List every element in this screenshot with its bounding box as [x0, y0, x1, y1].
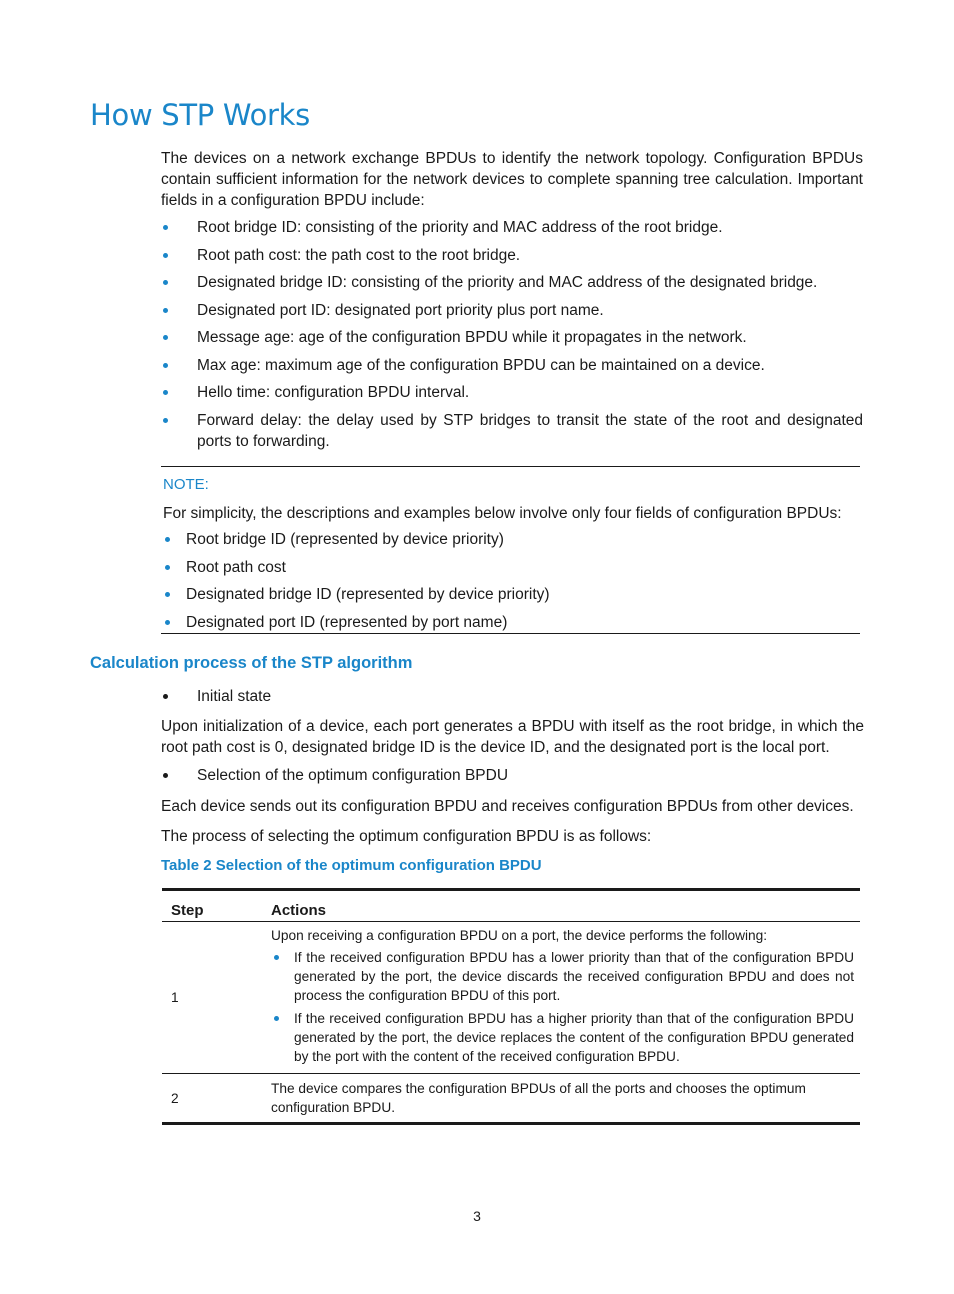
list-item: Root bridge ID: consisting of the priority and MAC address of the root bridge.: [161, 217, 863, 245]
section-bullet: [161, 686, 271, 707]
list-item: Selection of the optimum configuration BPDU: [161, 765, 508, 786]
cell-intro: Upon receiving a configuration BPDU on a port, the device performs the following:: [271, 927, 768, 943]
bpdu-fields-list: [161, 217, 863, 452]
table-caption: Table 2 Selection of the optimum configuration BPDU: [161, 857, 542, 874]
note-box: [161, 466, 860, 634]
bullet-icon: [274, 1016, 279, 1021]
section-heading: Calculation process of the STP algorithm: [90, 654, 413, 672]
page-number: 3: [473, 1208, 481, 1224]
bullet-icon: [163, 280, 168, 285]
page-title: How STP Works: [90, 98, 310, 132]
note-text: For simplicity, the descriptions and examples below involve only four fields of configuration BPDUs:: [163, 505, 842, 522]
list-item: If the received configuration BPDU has a lower priority than that of the configuration BPDU generated by the port, the device discards the received configuration BPDU and does not process the configuration BPDU of this port.: [271, 948, 860, 1005]
table-row: [162, 1074, 860, 1124]
step-cell: 2: [162, 1074, 262, 1124]
list-item: Root path cost: [163, 557, 550, 585]
paragraph: The process of selecting the optimum configuration BPDU is as follows:: [161, 828, 652, 845]
list-item: Message age: age of the configuration BPDU while it propagates in the network.: [161, 327, 863, 355]
column-header-actions: Actions: [262, 890, 860, 922]
paragraph: Upon initialization of a device, each port generates a BPDU with itself as the root bridge, in which the root path cost is 0, designated bridge ID is the device ID, and the designated port is the local port.: [161, 718, 864, 756]
list-item: Initial state: [161, 686, 271, 707]
step-cell: 1: [162, 922, 262, 1074]
bullet-icon: [163, 225, 168, 230]
section-bullet: [161, 765, 508, 786]
list-item: Root bridge ID (represented by device priority): [163, 529, 550, 557]
list-item: Designated bridge ID: consisting of the priority and MAC address of the designated bridge.: [161, 272, 863, 300]
list-item: If the received configuration BPDU has a higher priority than that of the configuration BPDU generated by the port, the device replaces the content of the configuration BPDU generated by the port with the content of the received configuration BPDU.: [271, 1009, 860, 1066]
list-item: Designated port ID: designated port priority plus port name.: [161, 300, 863, 328]
bullet-icon: [165, 592, 170, 597]
list-item: Root path cost: the path cost to the root bridge.: [161, 245, 863, 273]
table-header-row: [162, 890, 860, 922]
bullet-icon: [165, 537, 170, 542]
bullet-icon: [163, 773, 168, 778]
list-item: Designated bridge ID (represented by device priority): [163, 584, 550, 612]
actions-cell: [262, 922, 860, 1074]
list-item: Forward delay: the delay used by STP bridges to transit the state of the root and designated ports to forwarding.: [161, 410, 863, 452]
table-row: [162, 922, 860, 1074]
list-item: Designated port ID (represented by port name): [163, 612, 550, 640]
bullet-icon: [163, 308, 168, 313]
note-label: NOTE:: [163, 476, 209, 493]
cell-text: The device compares the configuration BPDUs of all the ports and chooses the optimum configuration BPDU.: [271, 1081, 806, 1115]
list-item: Hello time: configuration BPDU interval.: [161, 382, 863, 410]
bullet-icon: [163, 253, 168, 258]
bpdu-selection-table: [162, 888, 860, 1125]
note-list: [163, 529, 550, 639]
bullet-icon: [163, 418, 168, 423]
paragraph: Each device sends out its configuration BPDU and receives configuration BPDUs from other devices.: [161, 798, 854, 815]
bullet-icon: [165, 620, 170, 625]
bullet-icon: [163, 694, 168, 699]
intro-paragraph: The devices on a network exchange BPDUs to identify the network topology. Configuration BPDUs contain sufficient information for the network devices to complete spanning tree calculation. Important fields in a configuration BPDU include:: [161, 150, 863, 209]
bullet-icon: [163, 335, 168, 340]
bullet-icon: [274, 955, 279, 960]
list-item: Max age: maximum age of the configuration BPDU can be maintained on a device.: [161, 355, 863, 383]
bullet-icon: [165, 565, 170, 570]
cell-list: [271, 948, 860, 1066]
actions-cell: [262, 1074, 860, 1124]
bullet-icon: [163, 363, 168, 368]
bullet-icon: [163, 390, 168, 395]
column-header-step: Step: [162, 890, 262, 922]
